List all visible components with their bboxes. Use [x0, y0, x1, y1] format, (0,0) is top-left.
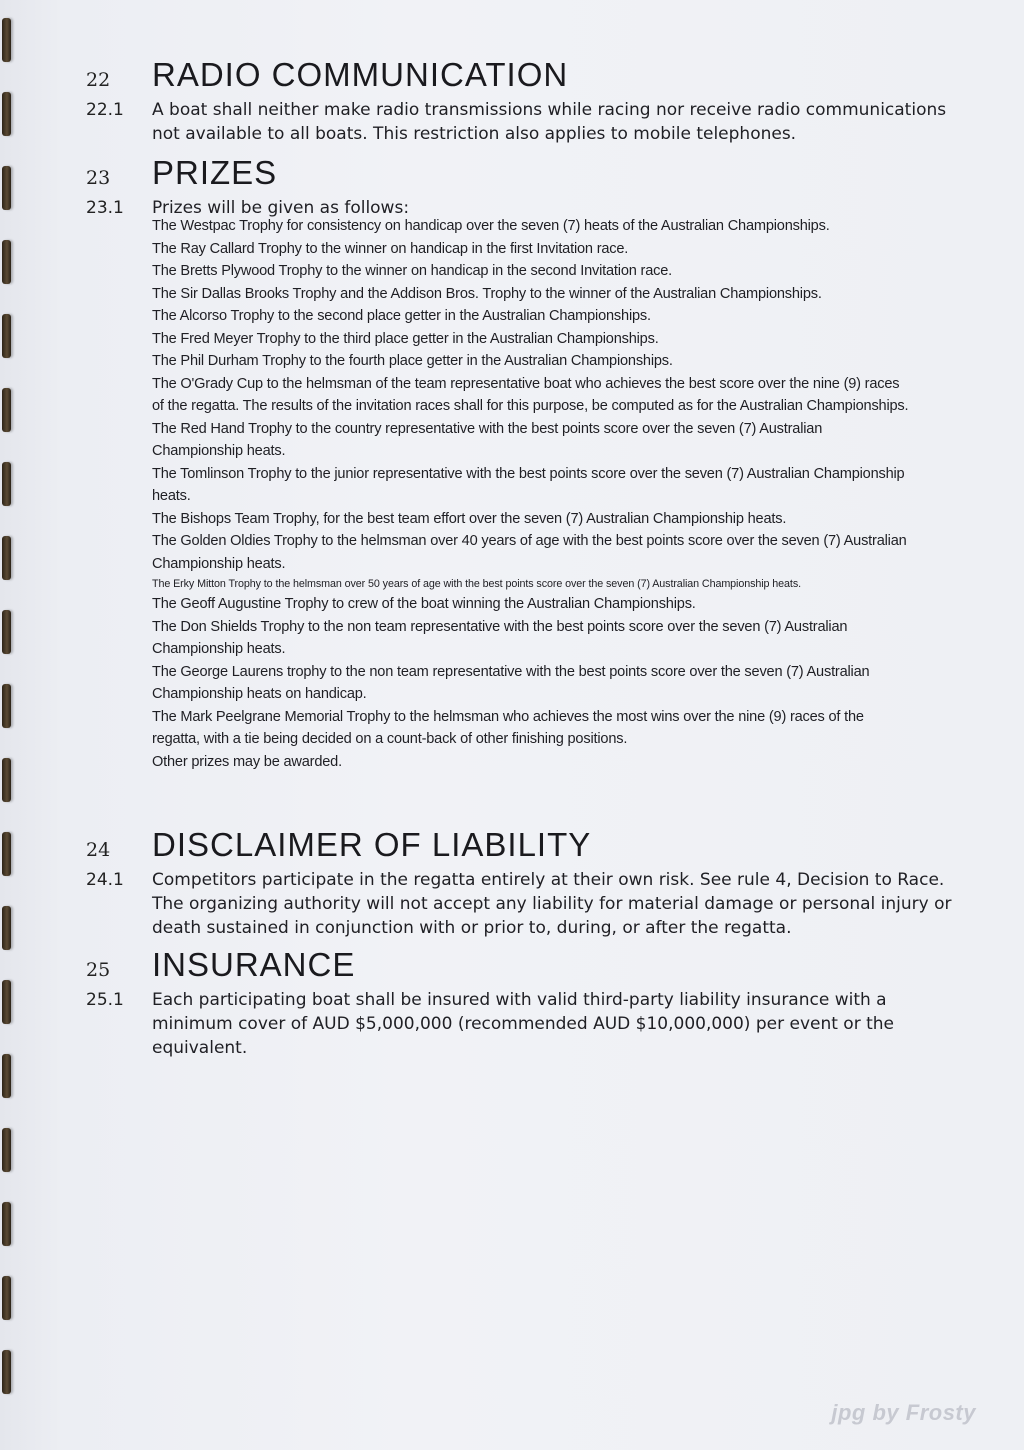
- prize-item: Other prizes may be awarded.: [152, 752, 342, 770]
- spiral-binding: [0, 0, 22, 1450]
- clause: [86, 868, 964, 940]
- prize-item: The O'Grady Cup to the helmsman of the team representative boat who achieves the best score over the nine (9) races of the regatta. The results of the invitation races shall for this purpose, be computed as for the Australian Championships.: [152, 374, 909, 414]
- clause-number: 23.1: [86, 198, 124, 218]
- prize-item: The Bishops Team Trophy, for the best team effort over the seven (7) Australian Championship heats.: [152, 509, 787, 527]
- binding-ring: [2, 314, 11, 358]
- binding-ring: [2, 980, 11, 1024]
- binding-ring: [2, 1054, 11, 1098]
- clause-number: 22.1: [86, 100, 124, 120]
- binding-ring: [2, 388, 11, 432]
- clause-text: Competitors participate in the regatta entirely at their own risk. See rule 4, Decision to Race. The organizing authority will not accept any liability for material damage or personal injury or death sustained in conjunction with or prior to, during, or after the regatta.: [152, 870, 952, 938]
- section-number: 22: [86, 69, 111, 91]
- photo-credit-watermark: jpg by Frosty: [831, 1400, 976, 1425]
- section-title: DISCLAIMER OF LIABILITY: [152, 826, 592, 863]
- clause-text: Prizes will be given as follows:: [152, 198, 410, 218]
- binding-ring: [2, 462, 11, 506]
- prize-item: The Sir Dallas Brooks Trophy and the Addison Bros. Trophy to the winner of the Australian Championships.: [152, 284, 822, 302]
- section-title: PRIZES: [152, 154, 278, 191]
- section-disclaimer-of-liability: [86, 826, 964, 940]
- binding-ring: [2, 166, 11, 210]
- binding-ring: [2, 92, 11, 136]
- prize-item: The Erky Mitton Trophy to the helmsman over 50 years of age with the best points score over the seven (7) Australian Championship heats.: [152, 578, 801, 590]
- section-insurance: [86, 946, 964, 1060]
- clause-number: 24.1: [86, 870, 124, 890]
- section-number: 24: [86, 839, 111, 861]
- binding-ring: [2, 1276, 11, 1320]
- prize-item: The Red Hand Trophy to the country representative with the best points score over the seven (7) Australian Championship heats.: [152, 419, 823, 459]
- binding-ring: [2, 1128, 11, 1172]
- prize-item: The Phil Durham Trophy to the fourth place getter in the Australian Championships.: [152, 352, 673, 369]
- section-heading: [86, 946, 964, 984]
- prize-item: The Westpac Trophy for consistency on handicap over the seven (7) heats of the Australian Championships.: [152, 217, 830, 234]
- prize-item: The Tomlinson Trophy to the junior representative with the best points score over the seven (7) Australian Championship heats.: [152, 464, 905, 504]
- binding-ring: [2, 18, 11, 62]
- clause: [86, 98, 964, 146]
- binding-ring: [2, 684, 11, 728]
- prize-item: The Bretts Plywood Trophy to the winner on handicap in the second Invitation race.: [152, 262, 672, 279]
- section-number: 25: [86, 959, 111, 981]
- binding-ring: [2, 758, 11, 802]
- section-radio-communication: [86, 56, 964, 146]
- binding-ring: [2, 832, 11, 876]
- prize-item: The Alcorso Trophy to the second place getter in the Australian Championships.: [152, 307, 651, 324]
- prize-item: The Golden Oldies Trophy to the helmsman over 40 years of age with the best points score over the seven (7) Australian Championship heats.: [152, 532, 907, 572]
- prize-item: The Don Shields Trophy to the non team representative with the best points score over the seven (7) Australian Championship heats.: [152, 617, 848, 657]
- clause: [86, 988, 964, 1060]
- clause-text: Each participating boat shall be insured with valid third-party liability insurance with a minimum cover of AUD $5,000,000 (recommended AUD $10,000,000) per event or the equivalent.: [152, 990, 894, 1058]
- clause-text: A boat shall neither make radio transmissions while racing nor receive radio communications not available to all boats. This restriction also applies to mobile telephones.: [152, 100, 947, 144]
- binding-ring: [2, 906, 11, 950]
- section-prizes: [86, 154, 964, 220]
- binding-ring: [2, 240, 11, 284]
- binding-ring: [2, 610, 11, 654]
- section-heading: [86, 56, 964, 94]
- clause-number: 25.1: [86, 990, 124, 1010]
- binding-ring: [2, 536, 11, 580]
- binding-ring: [2, 1350, 11, 1394]
- binding-ring: [2, 1202, 11, 1246]
- prize-item: The Geoff Augustine Trophy to crew of the boat winning the Australian Championships.: [152, 595, 696, 612]
- prize-item: The Ray Callard Trophy to the winner on handicap in the first Invitation race.: [152, 239, 629, 257]
- section-title: INSURANCE: [152, 946, 356, 983]
- prize-item: The George Laurens trophy to the non team representative with the best points score over the seven (7) Australian Championship heats on handicap.: [152, 662, 870, 702]
- section-number: 23: [86, 167, 111, 189]
- prize-item: The Fred Meyer Trophy to the third place getter in the Australian Championships.: [152, 329, 659, 347]
- section-heading: [86, 826, 964, 864]
- section-title: RADIO COMMUNICATION: [152, 56, 569, 93]
- section-heading: [86, 154, 964, 192]
- prize-list: [152, 215, 946, 773]
- prize-item: The Mark Peelgrane Memorial Trophy to the helmsman who achieves the most wins over the nine (9) races of the regatta, with a tie being decided on a count-back of other finishing positions.: [152, 707, 864, 747]
